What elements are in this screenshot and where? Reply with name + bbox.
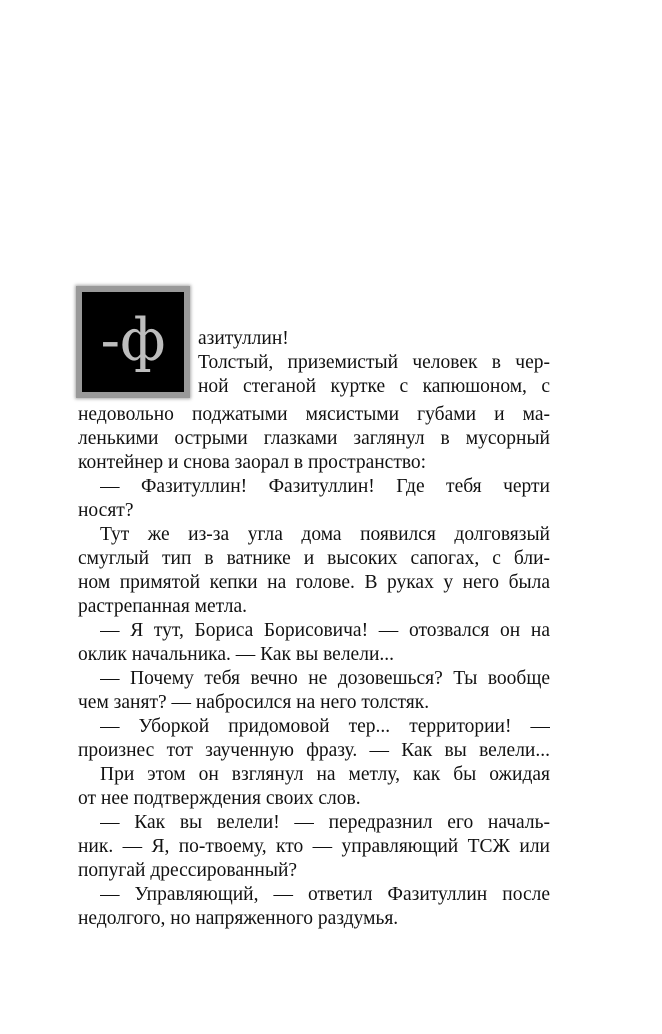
text-line: от нее подтверждения своих слов. [78,788,361,809]
text-line: — Фазитуллин! Фазитуллин! Где тебя черти [100,476,550,497]
text-line: попугай дрессированный? [78,860,298,881]
text-line: — Уборкой придомовой тер... территории! — [100,716,550,737]
drop-cap-frame [76,286,190,398]
text-line: носят? [78,500,134,521]
text-line: Тут же из-за угла дома появился долговязый [100,524,550,545]
text-line: ленькими острыми глазками заглянул в мусорный [78,428,550,449]
text-line: ник. — Я, по-твоему, кто — управляющий ТСЖ или [78,836,550,857]
text-line: смуглый тип в ватнике и высоких сапогах, с бли- [78,548,550,569]
text-line: произнес тот заученную фразу. — Как вы велели... [78,740,550,761]
drop-cap-letter: -ф [82,292,184,392]
text-line: недолгого, но напряженного раздумья. [78,908,399,929]
text-line: — Как вы велели! — передразнил его началь- [100,812,550,833]
text-line: чем занят? — набросился на него толстяк. [78,692,430,713]
text-line: недовольно поджатыми мясистыми губами и ма- [78,404,550,425]
text-line: Толстый, приземистый человек в чер- [198,352,550,373]
text-line: ном примятой кепки на голове. В руках у него была [78,572,550,593]
text-line: растрепанная метла. [78,596,247,617]
text-line: — Я тут, Бориса Борисовича! — отозвался он на [100,620,550,641]
text-line: оклик начальника. — Как вы велели... [78,644,394,665]
text-line: азитуллин! [198,328,289,349]
text-line: ной стеганой куртке с капюшоном, с [198,376,550,397]
text-line: При этом он взглянул на метлу, как бы ожидая [100,764,550,785]
text-line: контейнер и снова заорал в пространство: [78,452,427,473]
text-line: — Почему тебя вечно не дозовешься? Ты вообще [100,668,550,689]
text-line: — Управляющий, — ответил Фазитуллин после [100,884,550,905]
